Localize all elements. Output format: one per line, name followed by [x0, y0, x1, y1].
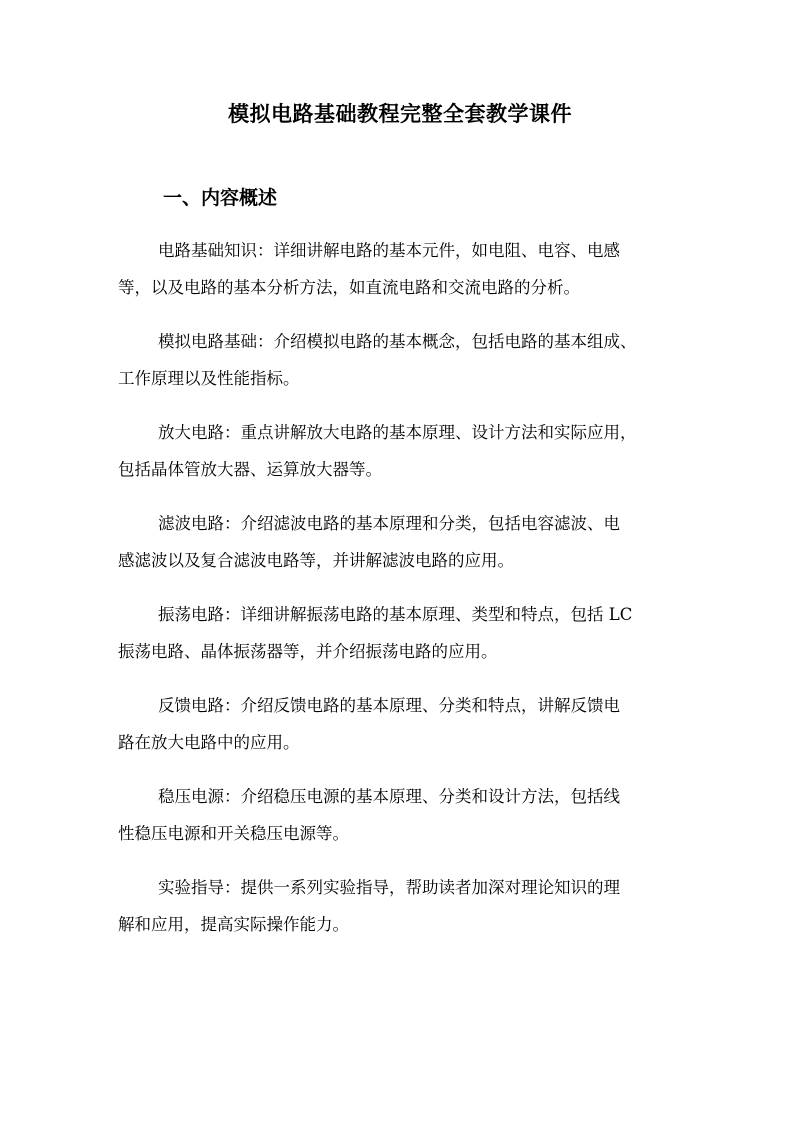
- paragraph-line: 振荡电路、晶体振荡器等，并介绍振荡电路的应用。: [118, 642, 498, 661]
- paragraph-line: 等，以及电路的基本分析方法，如直流电路和交流电路的分析。: [118, 278, 580, 297]
- paragraph-line: 包括晶体管放大器、运算放大器等。: [118, 460, 382, 479]
- paragraph-line: 稳压电源：介绍稳压电源的基本原理、分类和设计方法，包括线: [158, 787, 620, 806]
- paragraph-amplifier: [118, 414, 684, 488]
- paragraph-feedback: [118, 687, 684, 761]
- paragraph-circuit-basics: [118, 232, 684, 306]
- paragraph-line: 性稳压电源和开关稳压电源等。: [118, 824, 349, 843]
- paragraph-line: 放大电路：重点讲解放大电路的基本原理、设计方法和实际应用，: [158, 423, 637, 442]
- paragraph-line: 滤波电路：介绍滤波电路的基本原理和分类，包括电容滤波、电: [158, 514, 620, 533]
- paragraph-line: 解和应用，提高实际操作能力。: [118, 915, 349, 934]
- paragraph-line: 反馈电路：介绍反馈电路的基本原理、分类和特点，讲解反馈电: [158, 696, 620, 715]
- paragraph-analog-basics: [118, 323, 684, 397]
- section-heading: 一、内容概述: [163, 187, 278, 209]
- paragraph-line: 模拟电路基础：介绍模拟电路的基本概念，包括电路的基本组成、: [158, 332, 637, 351]
- paragraph-line: 实验指导：提供一系列实验指导，帮助读者加深对理论知识的理: [158, 878, 620, 897]
- paragraph-line: 电路基础知识：详细讲解电路的基本元件，如电阻、电容、电感: [158, 241, 620, 260]
- paragraph-filter: [118, 505, 684, 579]
- document-body: [118, 232, 684, 960]
- paragraph-line: 工作原理以及性能指标。: [118, 369, 300, 388]
- paragraph-lab-guide: [118, 869, 684, 943]
- paragraph-line: 振荡电路：详细讲解振荡电路的基本原理、类型和特点，包括 LC: [158, 605, 633, 624]
- document-title: 模拟电路基础教程完整全套教学课件: [228, 101, 572, 126]
- paragraph-line: 路在放大电路中的应用。: [118, 733, 300, 752]
- paragraph-oscillator: [118, 596, 684, 670]
- paragraph-line: 感滤波以及复合滤波电路等，并讲解滤波电路的应用。: [118, 551, 514, 570]
- paragraph-regulated-supply: [118, 778, 684, 852]
